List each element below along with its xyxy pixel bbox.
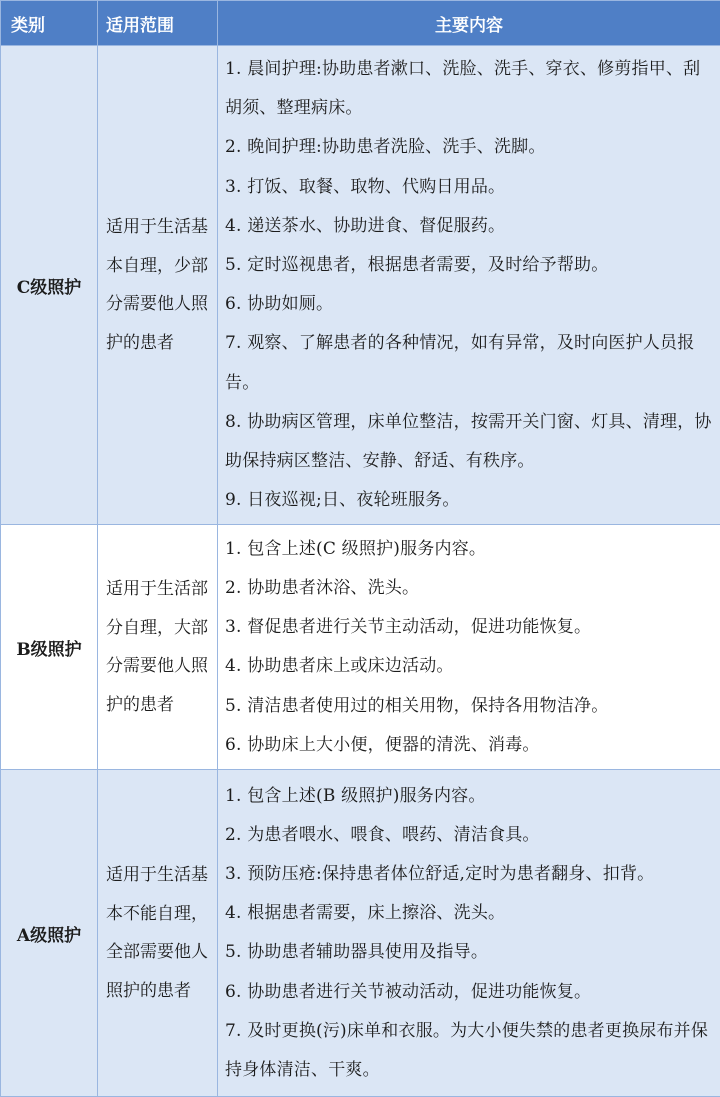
list-item: 7. 及时更换(污)床单和衣服。为大小便失禁的患者更换尿布并保持身体清洁、干爽。 — [225, 1012, 714, 1090]
content-cell — [218, 525, 720, 770]
table-row-c-level — [1, 46, 720, 525]
list-item: 3. 打饭、取餐、取物、代购日用品。 — [225, 168, 714, 207]
table-row-a-level — [1, 770, 720, 1097]
scope-cell: 适用于生活部分自理，大部分需要他人照护的患者 — [98, 525, 218, 770]
header-category: 类别 — [1, 1, 98, 46]
content-list — [225, 777, 714, 1091]
content-list — [225, 50, 714, 520]
list-item: 1. 包含上述(B 级照护)服务内容。 — [225, 777, 714, 816]
list-item: 2. 晚间护理:协助患者洗脸、洗手、洗脚。 — [225, 128, 714, 167]
scope-cell: 适用于生活基本自理，少部分需要他人照护的患者 — [98, 46, 218, 525]
list-item: 9. 日夜巡视;日、夜轮班服务。 — [225, 481, 714, 520]
content-cell — [218, 46, 720, 525]
list-item: 1. 晨间护理:协助患者漱口、洗脸、洗手、穿衣、修剪指甲、刮胡须、整理病床。 — [225, 50, 714, 128]
list-item: 3. 预防压疮:保持患者体位舒适,定时为患者翻身、扣背。 — [225, 855, 714, 894]
list-item: 5. 清洁患者使用过的相关用物，保持各用物洁净。 — [225, 687, 714, 726]
category-cell: B级照护 — [1, 525, 98, 770]
list-item: 2. 协助患者沐浴、洗头。 — [225, 569, 714, 608]
scope-cell: 适用于生活基本不能自理，全部需要他人照护的患者 — [98, 770, 218, 1097]
content-list — [225, 530, 714, 765]
category-cell: A级照护 — [1, 770, 98, 1097]
header-content: 主要内容 — [218, 1, 720, 46]
category-cell: C级照护 — [1, 46, 98, 525]
content-cell — [218, 770, 720, 1097]
list-item: 1. 包含上述(C 级照护)服务内容。 — [225, 530, 714, 569]
list-item: 4. 递送茶水、协助进食、督促服药。 — [225, 207, 714, 246]
list-item: 6. 协助床上大小便，便器的清洗、消毒。 — [225, 726, 714, 765]
list-item: 6. 协助如厕。 — [225, 285, 714, 324]
header-scope: 适用范围 — [98, 1, 218, 46]
list-item: 5. 定时巡视患者，根据患者需要，及时给予帮助。 — [225, 246, 714, 285]
list-item: 2. 为患者喂水、喂食、喂药、清洁食具。 — [225, 816, 714, 855]
list-item: 8. 协助病区管理，床单位整洁，按需开关门窗、灯具、清理，协助保持病区整洁、安静、舒适、有秩序。 — [225, 403, 714, 481]
list-item: 7. 观察、了解患者的各种情况，如有异常，及时向医护人员报告。 — [225, 324, 714, 402]
list-item: 4. 协助患者床上或床边活动。 — [225, 647, 714, 686]
list-item: 6. 协助患者进行关节被动活动，促进功能恢复。 — [225, 973, 714, 1012]
list-item: 5. 协助患者辅助器具使用及指导。 — [225, 933, 714, 972]
header-row — [1, 1, 720, 46]
table-row-b-level — [1, 525, 720, 770]
list-item: 3. 督促患者进行关节主动活动，促进功能恢复。 — [225, 608, 714, 647]
list-item: 4. 根据患者需要，床上擦浴、洗头。 — [225, 894, 714, 933]
